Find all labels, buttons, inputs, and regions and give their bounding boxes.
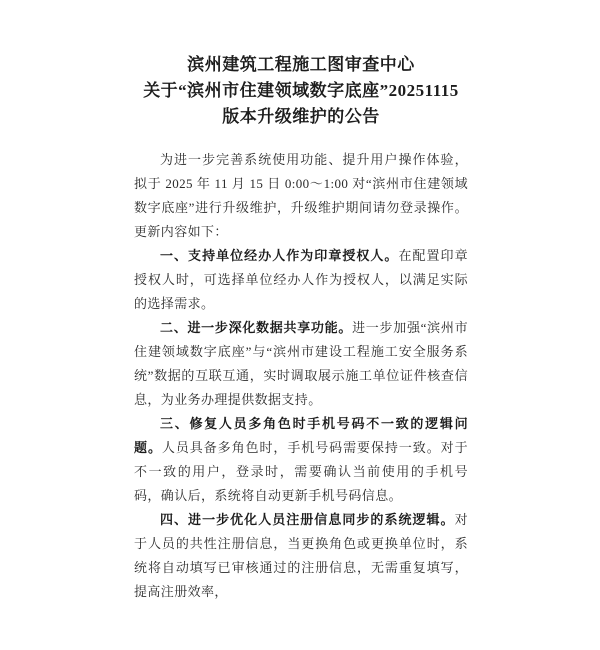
notice-item-3-body: 人员具备多角色时，手机号码需要保持一致。对于不一致的用户，登录时，需要确认当前使用的手机号码，确认后，系统将自动更新手机号码信息。 — [134, 440, 468, 503]
notice-item-4-body: 对于人员的共性注册信息，当更换角色或更换单位时，系统将自动填写已审核通过的注册信息，无需重复填写，提高注册效率， — [134, 512, 468, 599]
notice-item-2-body: 进一步加强“滨州市住建领域数字底座”与“滨州市建设工程施工安全服务系统”数据的互联互通，实时调取展示施工单位证件核查信息，为业务办理提供数据支持。 — [134, 320, 468, 407]
notice-item-2 — [134, 316, 468, 412]
title-line-1: 滨州建筑工程施工图审查中心 — [187, 55, 415, 74]
title-line-3: 版本升级维护的公告 — [222, 107, 380, 126]
notice-item-1-lead: 一、支持单位经办人作为印章授权人。 — [160, 248, 399, 263]
title-line-2: 关于“滨州市住建领域数字底座”20251115 — [143, 81, 459, 100]
notice-item-4-lead: 四、进一步优化人员注册信息同步的系统逻辑。 — [160, 512, 455, 527]
notice-item-4 — [134, 508, 468, 604]
intro-paragraph: 为进一步完善系统使用功能、提升用户操作体验，拟于 2025 年 11 月 15 日 0:00～1:00 对“滨州市住建领域数字底座”进行升级维护，升级维护期间请勿登录操作。更新内容如下： — [134, 152, 468, 239]
notice-item-2-lead: 二、进一步深化数据共享功能。 — [160, 320, 353, 335]
document-body — [134, 148, 468, 604]
notice-item-1 — [134, 244, 468, 316]
notice-item-3-lead: 三、修复人员多角色时手机号码不一致的逻辑问题。 — [134, 416, 468, 455]
notice-item-1-body: 在配置印章授权人时，可选择单位经办人作为授权人，以满足实际的选择需求。 — [134, 248, 468, 311]
document-title — [134, 52, 468, 130]
notice-item-3 — [134, 412, 468, 508]
